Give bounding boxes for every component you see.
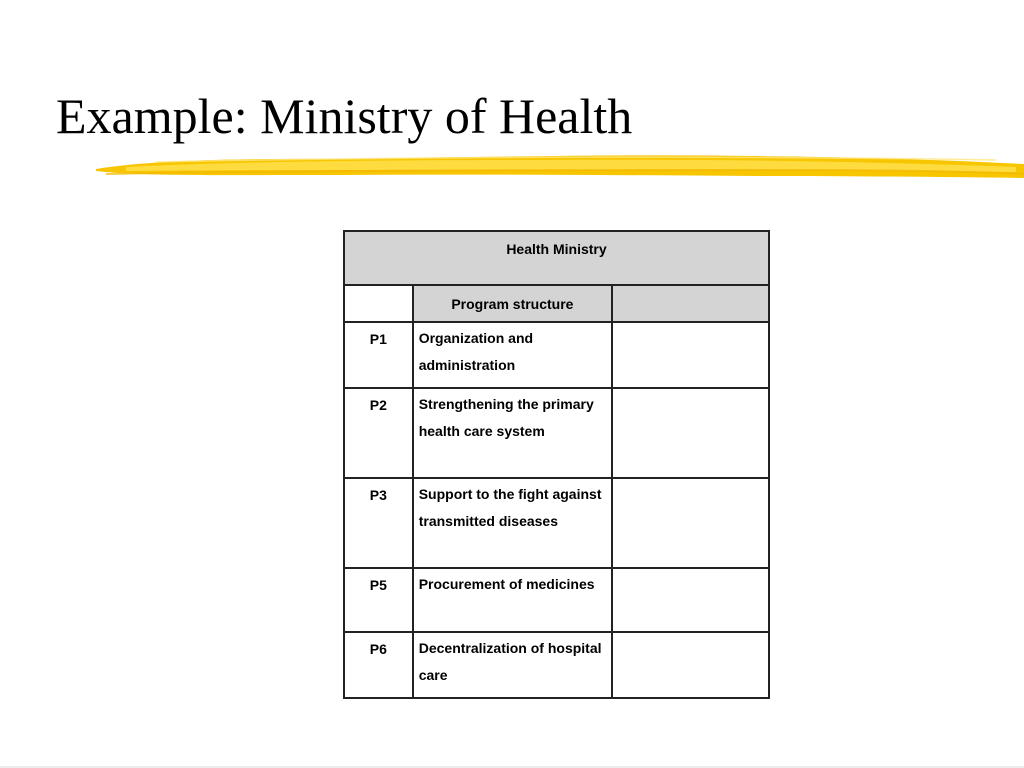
empty-gray-header-cell — [612, 285, 769, 322]
program-code: P2 — [344, 388, 413, 478]
table-row — [344, 322, 769, 388]
program-code: P3 — [344, 478, 413, 568]
program-name: Support to the fight against transmitted diseases — [413, 478, 612, 568]
program-code: P6 — [344, 632, 413, 698]
table-row — [344, 568, 769, 632]
empty-cell — [612, 322, 769, 388]
empty-cell — [612, 568, 769, 632]
table-row — [344, 632, 769, 698]
program-name: Procurement of medicines — [413, 568, 612, 632]
table-row — [344, 388, 769, 478]
program-structure-table — [343, 230, 770, 699]
slide-title: Example: Ministry of Health — [56, 88, 633, 144]
title-underline-stroke — [96, 148, 1024, 190]
health-ministry-header: Health Ministry — [344, 231, 769, 285]
program-structure-header: Program structure — [413, 285, 612, 322]
program-name: Decentralization of hospital care — [413, 632, 612, 698]
empty-cell — [612, 478, 769, 568]
program-code: P1 — [344, 322, 413, 388]
table-header-row — [344, 285, 769, 322]
program-name: Organization and administration — [413, 322, 612, 388]
empty-header-cell — [344, 285, 413, 322]
program-code: P5 — [344, 568, 413, 632]
table-title-row — [344, 231, 769, 285]
program-name: Strengthening the primary health care system — [413, 388, 612, 478]
empty-cell — [612, 388, 769, 478]
empty-cell — [612, 632, 769, 698]
table-row — [344, 478, 769, 568]
